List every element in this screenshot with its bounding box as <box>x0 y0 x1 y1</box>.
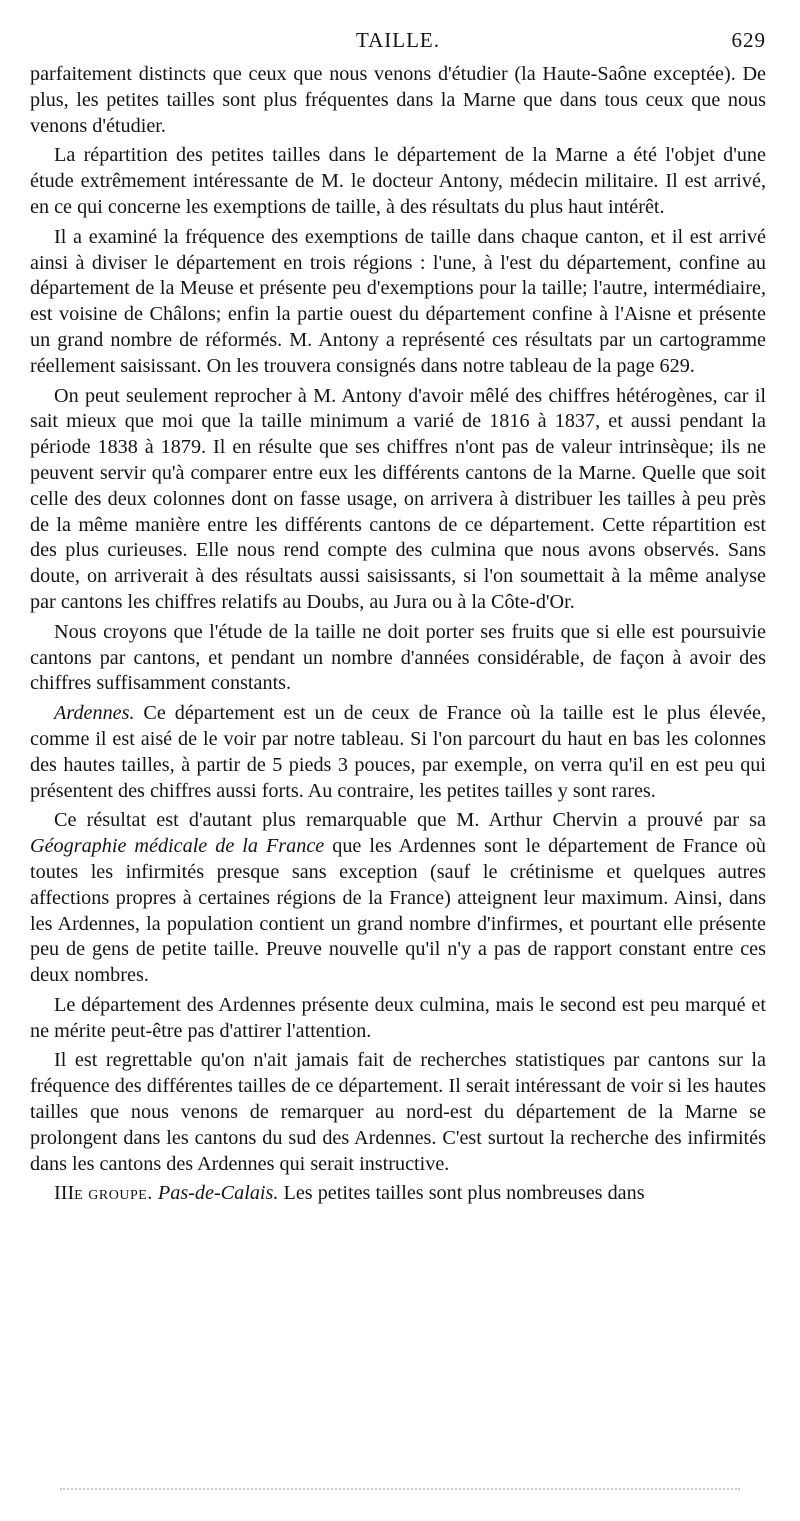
paragraph: Il est regrettable qu'on n'ait jamais fait de recherches statistiques par cantons sur la fréquence des différentes tailles de ce département. Il serait intéressant de voir si les hautes tailles que nous venons de remarquer au nord-est du département de la Marne se prolongent dans les cantons du sud des Ardennes. C'est surtout la recherche des infirmités dans les cantons des Ardennes qui serait instructive. <box>30 1049 766 1175</box>
paragraph-text: Ce résultat est d'autant plus remarquable que M. Arthur Chervin a prouvé par sa <box>54 809 766 832</box>
bottom-bleed-line <box>60 1488 740 1490</box>
paragraph-group-three <box>30 1181 766 1207</box>
section-label-pas-de-calais: Pas-de-Calais. <box>157 1182 279 1205</box>
group-word: groupe. <box>88 1182 153 1205</box>
section-label-ardennes: Ardennes. <box>54 702 135 725</box>
book-title: Géographie médicale de la France <box>30 835 325 858</box>
paragraph: On peut seulement reprocher à M. Antony d'avoir mêlé des chiffres hétérogènes, car il sait mieux que moi que la taille minimum a varié de 1816 à 1837, et aussi pendant la période 1838 à 1879. Il en résulte que ses chiffres n'ont pas de valeur intrinsèque; ils ne peuvent servir qu'à comparer entre eux les différents cantons de la Marne. Quelle que soit celle des deux colonnes dont on fasse usage, on arrivera à distribuer les tailles à peu près de la même manière entre les différents cantons de ce département. Cette répartition est des plus curieuses. Elle nous rend compte des culmina que nous avons observés. Sans doute, on arriverait à des résultats aussi saisissants, si l'on soumettait à la même analyse par cantons les chiffres relatifs au Doubs, au Jura ou à la Côte-d'Or. <box>30 384 766 613</box>
paragraph-text: Ce département est un de ceux de France où la taille est le plus élevée, comme il est aisé de le voir par notre tableau. Si l'on parcourt du haut en bas les colonnes des hautes tailles, à partir de 5 pieds 3 pouces, par exemple, on verra qu'il en est peu qui présentent des chiffres aussi forts. Au contraire, les petites tailles y sont rares. <box>30 702 766 802</box>
paragraph: Nous croyons que l'étude de la taille ne doit porter ses fruits que si elle est poursuivie cantons par cantons, et pendant un nombre d'années considérable, de façon à avoir des chiffres suffisamment constants. <box>30 620 766 695</box>
group-number: III <box>54 1182 75 1205</box>
paragraph-text: que les Ardennes sont le département de France où toutes les infirmités presque sans exception (sauf le crétinisme et quelques autres affections propres à certaines régions de la France) atteignent leur maximum. Ainsi, dans les Ardennes, la population contient un grand nombre d'infirmes, et pourtant elle présente peu de gens de petite taille. Preuve nouvelle qu'il n'y a pas de rapport constant entre ces deux nombres. <box>30 835 766 987</box>
document-page <box>30 28 766 1207</box>
paragraph: La répartition des petites tailles dans le département de la Marne a été l'objet d'une étude extrêmement intéressante de M. le docteur Antony, médecin militaire. Il est arrivé, en ce qui concerne les exemptions de taille, à des résultats du plus haut intérêt. <box>30 144 766 218</box>
running-title: TAILLE. <box>355 28 441 52</box>
group-superscript: e <box>74 1182 84 1205</box>
paragraph-ardennes <box>30 701 766 804</box>
paragraph: parfaitement distincts que ceux que nous venons d'étudier (la Haute-Saône exceptée). De plus, les petites tailles sont plus fréquentes dans la Marne que dans tous ceux que nous venons d'étudier. <box>30 63 766 137</box>
page-number: 629 <box>731 28 766 52</box>
paragraph: Le département des Ardennes présente deux culmina, mais le second est peu marqué et ne mérite peut-être pas d'attirer l'attention. <box>30 993 766 1042</box>
paragraph: Il a examiné la fréquence des exemptions de taille dans chaque canton, et il est arrivé ainsi à diviser le département en trois régions : l'une, à l'est du département, confine au département de la Meuse et présente peu d'exemptions pour la taille; l'autre, intermédiaire, est voisine de Châlons; enfin la partie ouest du département confine à l'Aisne et présente un grand nombre de réformés. M. Antony a représenté ces résultats par un cartogramme réellement saisissant. On les trouvera consignés dans notre tableau de la page 629. <box>30 225 766 377</box>
paragraph-text: Les petites tailles sont plus nombreuses dans <box>278 1182 645 1205</box>
body-text <box>30 62 766 1207</box>
paragraph-chervin <box>30 808 766 989</box>
running-header <box>30 28 766 62</box>
